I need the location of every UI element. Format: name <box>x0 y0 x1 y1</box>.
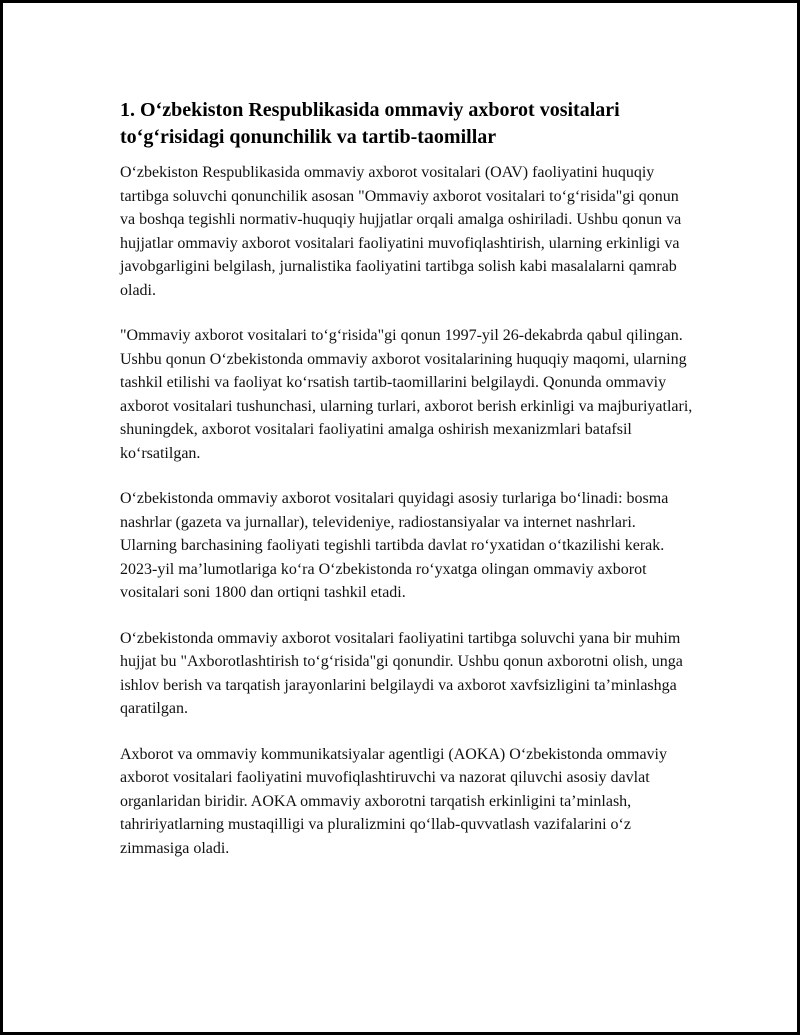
paragraph-aoka-agency: Axborot va ommaviy kommunikatsiyalar agentligi (AOKA) O‘zbekistonda ommaviy axborot vositalari faoliyatini muvofiqlashtiruvchi va nazorat qiluvchi asosiy davlat organlaridan biridir. AOKA ommaviy axborotni tarqatish erkinligini ta’minlash, tahririyatlarning mustaqilligi va pluralizmini qo‘llab-quvvatlash vazifalarini o‘z zimmasiga oladi. <box>120 745 667 857</box>
paragraph-media-types: O‘zbekistonda ommaviy axborot vositalari quyidagi asosiy turlariga bo‘linadi: bosma nashrlar (gazeta va jurnallar), televideniye, radiostansiyalar va internet nashrlari. Ularning barchasining faoliyati tegishli tartibda davlat ro‘yxatidan o‘tkazilishi kerak. 2023-yil ma’lumotlariga ko‘ra O‘zbekistonda ro‘yxatga olingan ommaviy axborot vositalari soni 1800 dan ortiqni tashkil etadi. <box>120 490 669 601</box>
section-heading: 1. O‘zbekiston Respublikasida ommaviy axborot vositalari to‘g‘risidagi qonunchilik va tartib-taomillar <box>120 99 620 148</box>
paragraph-informatization-law: O‘zbekistonda ommaviy axborot vositalari faoliyatini tartibga soluvchi yana bir muhim hujjat bu "Axborotlashtirish to‘g‘risida"gi qonundir. Ushbu qonun axborotni olish, unga ishlov berish va tarqatish jarayonlarini belgilaydi va axborot xavfsizligini ta’minlashga qaratilgan. <box>120 629 683 717</box>
paragraph-legislation-overview: O‘zbekiston Respublikasida ommaviy axborot vositalari (OAV) faoliyatini huquqiy tartibga soluvchi qonunchilik asosan "Ommaviy axborot vositalari to‘g‘risida"gi qonun va boshqa tegishli normativ-huquqiy hujjatlar orqali amalga oshiriladi. Ushbu qonun va hujjatlar ommaviy axborot vositalari faoliyatini muvofiqlashtirish, ularning erkinligi va javobgarligini belgilash, jurnalistika faoliyatini tartibga solish kabi masalalarni qamrab oladi. <box>120 164 682 299</box>
paragraph-mass-media-law: "Ommaviy axborot vositalari to‘g‘risida"gi qonun 1997-yil 26-dekabrda qabul qilingan. Ushbu qonun O‘zbekistonda ommaviy axborot vositalarining huquqiy maqomi, ularning tashkil etilishi va faoliyat ko‘rsatish tartib-taomillarini belgilaydi. Qonunda ommaviy axborot vositalari tushunchasi, ularning turlari, axborot berish erkinligi va majburiyatlari, shuningdek, axborot vositalari faoliyatini amalga oshirish mexanizmlari batafsil ko‘rsatilgan. <box>120 327 693 462</box>
document-body <box>120 97 695 882</box>
